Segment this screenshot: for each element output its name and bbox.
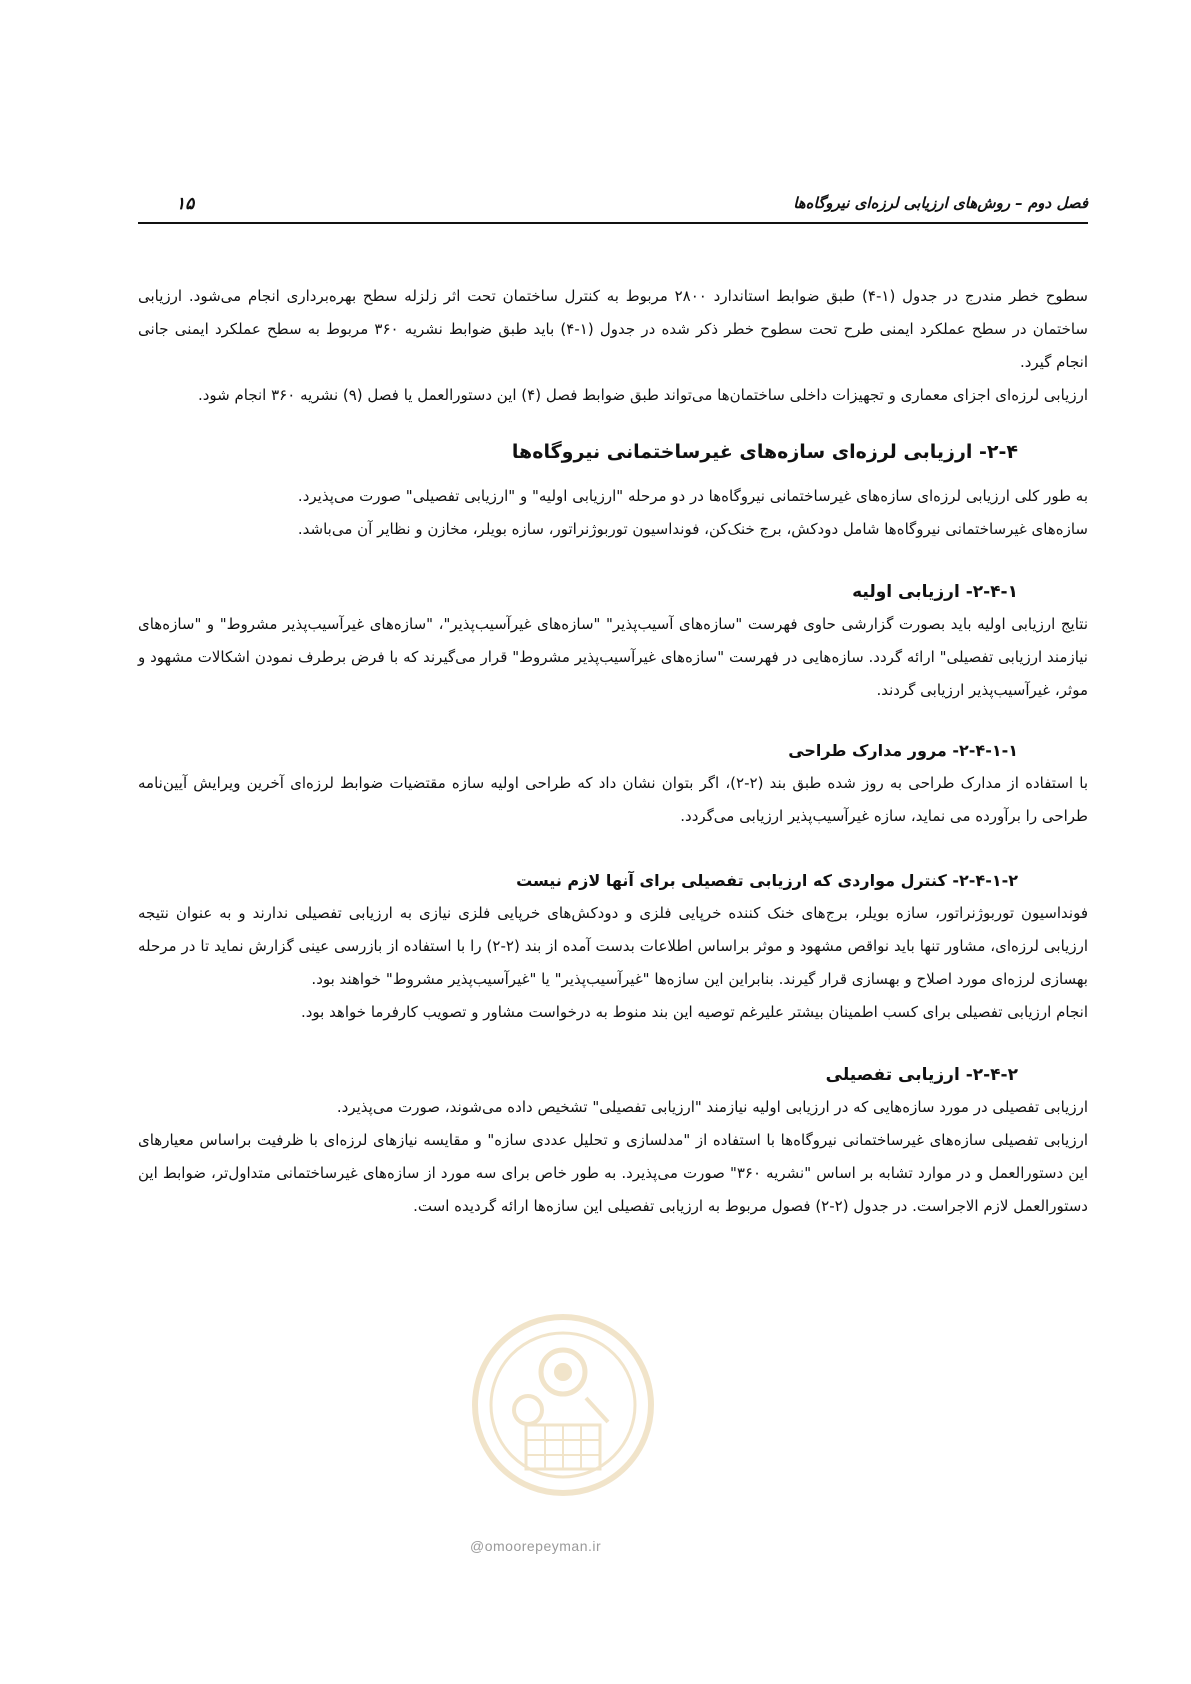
paragraph: ارزیابی تفصیلی سازه‌های غیرساختمانی نیروگاه‌ها با استفاده از "مدلسازی و تحلیل عددی سازه" و مقایسه نیازهای لرزه‌ای با ظرفیت براساس معیارهای این دستورالعمل و در موارد تشابه بر اساس "نشریه ۳۶۰" صورت می‌پذیرد. به طور خاص برای سه مورد از سازه‌های غیرساختمانی متداول‌تر، ضوابط این دستورالعمل لازم الاجراست. در جدول (۲-۲) فصول مربوط به ارزیابی تفصیلی این سازه‌ها ارائه گردیده است.: [138, 1131, 1089, 1215]
paragraph: سازه‌های غیرساختمانی نیروگاه‌ها شامل دودکش، برج خنک‌کن، فونداسیون توربوژنراتور، سازه بویلر، مخازن و نظایر آن می‌باشد.: [297, 520, 1088, 538]
watermark-site: @omoorepeyman.ir: [470, 1538, 602, 1554]
paragraph: ارزیابی تفصیلی در مورد سازه‌هایی که در ارزیابی اولیه نیازمند "ارزیابی تفصیلی" تشخیص داده می‌شوند، صورت می‌پذیرد.: [336, 1098, 1088, 1116]
section-heading-2-4-1: ۲-۴-۱- ارزیابی اولیه: [852, 582, 1018, 602]
paragraph: فونداسیون توربوژنراتور، سازه بویلر، برج‌های خنک کننده خرپایی فلزی و دودکش‌های خرپایی فلزی نیازی به ارزیابی تفصیلی ندارند و به عنوان نتیجه ارزیابی لرزه‌ای، مشاور تنها باید نواقص مشهود و موثر براساس اطلاعات بدست آمده از بند (۲-۲) را با استفاده از بازرسی عینی گزارش نماید تا در مرحله بهسازی لرزه‌ای مورد اصلاح و بهسازی قرار گیرند. بنابراین این سازه‌ها "غیرآسیب‌پذیر" یا "غیرآسیب‌پذیر مشروط" خواهند بود.: [138, 904, 1089, 988]
chapter-title: فصل دوم – روش‌های ارزیابی لرزه‌ای نیروگاه‌ها: [793, 194, 1088, 212]
paragraph: سطوح خطر مندرج در جدول (۱-۴) طبق ضوابط استاندارد ۲۸۰۰ مربوط به کنترل ساختمان تحت اثر زلزله سطح بهره‌برداری انجام می‌شود. ارزیابی ساختمان در سطح عملکرد ایمنی طرح تحت سطوح خطر ذکر شده در جدول (۱-۴) باید طبق ضوابط نشریه ۳۶۰ مربوط به سطح عملکرد ایمنی جانی انجام گیرد.: [138, 287, 1088, 371]
paragraph: با استفاده از مدارک طراحی به روز شده طبق بند (۲-۲)، اگر بتوان نشان داد که طراحی اولیه سازه مقتضیات ضوابط لرزه‌ای آخرین ویرایش آیین‌نامه طراحی را برآورده می نماید، سازه غیرآسیب‌پذیر ارزیابی می‌گردد.: [138, 774, 1088, 825]
section-heading-2-4-1-2: ۲-۴-۱-۲- کنترل مواردی که ارزیابی تفصیلی برای آنها لازم نیست: [516, 871, 1018, 890]
paragraph: نتایج ارزیابی اولیه باید بصورت گزارشی حاوی فهرست "سازه‌های آسیب‌پذیر" "سازه‌های غیرآسیب‌پذیر"، "سازه‌های غیرآسیب‌پذیر مشروط" و "سازه‌های نیازمند ارزیابی تفصیلی" ارائه گردد. سازه‌هایی در فهرست "سازه‌های غیرآسیب‌پذیر مشروط" قرار می‌گیرند که با فرض برطرف نمودن اشکالات مشهود و موثر، غیرآسیب‌پذیر ارزیابی گردند.: [138, 615, 1088, 699]
seal-logo-icon: [468, 1310, 658, 1500]
paragraph: به طور کلی ارزیابی لرزه‌ای سازه‌های غیرساختمانی نیروگاه‌ها در دو مرحله "ارزیابی اولیه" و "ارزیابی تفصیلی" صورت می‌پذیرد.: [297, 487, 1088, 505]
page-header: [138, 196, 1088, 224]
section-heading-2-4-1-1: ۲-۴-۱-۱- مرور مدارک طراحی: [788, 741, 1018, 760]
paragraph: ارزیابی لرزه‌ای اجزای معماری و تجهیزات داخلی ساختمان‌ها می‌تواند طبق ضوابط فصل (۴) این دستورالعمل یا فصل (۹) نشریه ۳۶۰ انجام شود.: [197, 386, 1088, 404]
document-body: [138, 280, 1088, 1223]
paragraph: انجام ارزیابی تفصیلی برای کسب اطمینان بیشتر علیرغم توصیه این بند منوط به درخواست مشاور و تصویب کارفرما خواهد بود.: [300, 1003, 1088, 1021]
section-heading-2-4-2: ۲-۴-۲- ارزیابی تفصیلی: [825, 1065, 1018, 1085]
section-heading-2-4: ۲-۴- ارزیابی لرزه‌ای سازه‌های غیرساختمانی نیروگاه‌ها: [511, 441, 1018, 463]
page-number: ۱۵: [176, 194, 195, 214]
